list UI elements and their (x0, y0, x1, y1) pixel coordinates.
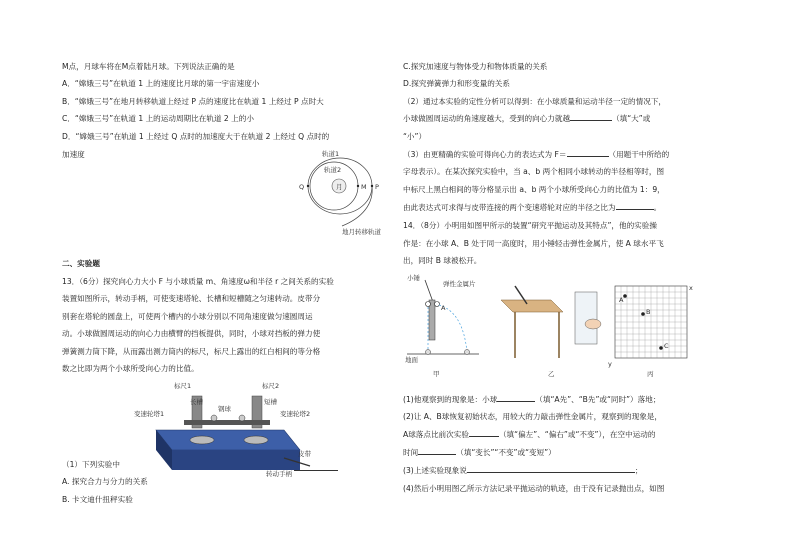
q14-4: (4)然后小明用图乙所示方法记录平抛运动的轨迹，由于没有记录抛出点，如图 (403, 484, 665, 493)
option-c: C．“嫦娥三号”在轨道 1 上的运动周期比在轨道 2 上的小 (62, 114, 254, 123)
q14-2-line2: A球落点比前次实验 （填“偏左”、“偏右”或“不变”），在空中运动的 (403, 427, 655, 443)
ball-a-icon (435, 302, 440, 307)
apparatus-figure (134, 378, 314, 478)
answer-blank[interactable] (418, 445, 456, 455)
belt-label: 皮带 (298, 450, 311, 458)
orbit1-label: 轨道1 (322, 150, 340, 158)
label-a: A (441, 304, 446, 312)
intro-line: M点，月球车将在M点着陆月球。下列说法正确的是 (62, 62, 235, 71)
slot-bar (184, 420, 270, 425)
q13-3-line2: 字母表示）。在某次探究实验中，当 a、b 两个相同小球转动的半径相等时，图 (403, 167, 665, 176)
p-label: P (375, 183, 379, 191)
hammer-icon (425, 280, 433, 302)
figure-yi (501, 286, 601, 378)
section-title: 二、实验题 (62, 259, 100, 268)
q14-2-line1: (2)让 A、B球恢复初始状态，用较大的力敲击弹性金属片，观察到的现象是， (403, 412, 662, 421)
base-top (156, 430, 300, 450)
q13-opt-d: D.探究弹簧弹力和形变量的关系 (403, 79, 510, 88)
option-d-cont: 加速度 (62, 150, 85, 159)
orbit2-label: 轨道2 (324, 166, 342, 174)
q13-sub1: （1）下列实验中 (62, 460, 120, 469)
q13-opt-c: C.探究加速度与物体受力和物体质量的关系 (403, 62, 548, 71)
q13-line-1: 13．（6分）探究向心力大小 F 与小球质量 m、角速度ω和半径 r 之间关系的实验 (62, 277, 334, 286)
caption-bing: 丙 (647, 370, 654, 378)
point-a (623, 294, 627, 298)
answer-blank[interactable] (616, 200, 654, 210)
q14-3: (3)上述实验现象说 ； (403, 463, 643, 479)
q13-3-line1: （3）由更精确的实验可得向心力的表达式为 F＝ （用题干中所给的 (403, 147, 669, 163)
q13-2-line1: （2）通过本实验的定性分析可以得到：在小球质量和运动半径一定的情况下， (403, 97, 667, 106)
ball-b-icon (426, 302, 431, 307)
moon-label: 月 (336, 183, 343, 191)
speed-pulley1-label: 变速轮塔1 (134, 410, 165, 418)
q13-2-line2: 小球做圆周运动的角速度越大，受到的向心力就越 （填“大”或 (403, 111, 650, 127)
p-point (371, 185, 373, 187)
option-d: D．“嫦娥三号”在轨道 1 上经过 Q 点时的加速度大于在轨道 2 上经过 Q 点时的 (62, 132, 330, 141)
q14-2-line3: 时间 （填“变长”“不变”或“变短”） (403, 445, 556, 461)
point-b (641, 312, 645, 316)
answer-blank[interactable] (469, 427, 499, 437)
ball-b-landing (426, 350, 431, 355)
answer-blank[interactable] (570, 111, 612, 121)
q-label: Q (299, 183, 305, 191)
q14-line1: 14．（8分）小明用如图甲所示的装置“研究平抛运动及其特点”，他的实验操 (403, 221, 657, 230)
q13-3-line3: 中标尺上黑白相间的等分格显示出 a、b 两个小球所受向心力的比值为 1：9， (403, 185, 665, 194)
ruler2-label: 标尺2 (262, 382, 280, 390)
label-x: x (689, 284, 693, 292)
steel-ball-label: 钢球 (218, 405, 231, 413)
short-slot-label: 短槽 (264, 398, 277, 406)
label-c: C (664, 342, 669, 350)
ruler1-label: 标尺1 (174, 382, 192, 390)
m-label: M (361, 183, 367, 191)
q14-line2: 作是：在小球 A、B 处于同一高度时，用小锤轻击弹性金属片，使 A 球水平飞 (403, 239, 664, 248)
caption-yi: 乙 (548, 370, 555, 378)
q14-1: (1)他观察到的现象是：小球 （填“A先”、“B先”或“同时”）落地； (403, 392, 660, 408)
answer-blank[interactable] (497, 392, 535, 402)
m-point (357, 185, 359, 187)
transfer-label: 地月转移轨道 (342, 228, 381, 236)
label-y: y (608, 360, 612, 368)
figure-bing (608, 284, 693, 378)
q13-line-6: 数之比即为两个小球所受向心力的比值。 (62, 364, 199, 373)
ground-label: 地面 (405, 356, 418, 364)
option-b: B．“嫦娥三号”在地月转移轨道上经过 P 点的速度比在轨道 1 上经过 P 点时大 (62, 97, 324, 106)
q13-line-2: 装置如图所示，转动手柄，可使变速塔轮、长槽和短槽随之匀速转动。皮带分 (62, 294, 321, 303)
answer-blank[interactable] (467, 463, 635, 473)
pulley-2-icon (244, 436, 268, 444)
answer-blank[interactable] (294, 461, 338, 471)
ball-icon (239, 415, 245, 421)
q13-line-5: 弹簧测力筒下降，从而露出测力筒内的标尺，标尺上露出的红白相间的等分格 (62, 347, 321, 356)
pulley-1-icon (190, 436, 214, 444)
caption-jia: 甲 (433, 370, 440, 378)
ball-icon (211, 415, 217, 421)
point-c (659, 346, 663, 350)
orbit-figure (282, 148, 382, 236)
answer-blank[interactable] (567, 147, 609, 157)
hammer-label: 小锤 (407, 274, 420, 282)
label-b: B (646, 308, 651, 316)
trajectory-a (439, 305, 467, 352)
q14-line3: 出，同时 B 球被松开。 (403, 256, 482, 265)
q13-2-line3: “小”） (403, 132, 427, 141)
table-top (501, 300, 563, 312)
base-front (172, 450, 300, 470)
option-a: A．“嫦娥三号”在轨道 1 上的速度比月球的第一宇宙速度小 (62, 79, 260, 88)
spring-label: 弹性金属片 (443, 280, 476, 288)
q13-line-4: 动。小球做圆周运动的向心力由横臂的挡板提供，同时，小球对挡板的弹力使 (62, 329, 321, 338)
q13-opt-a: A. 探究合力与分力的关系 (62, 477, 148, 486)
board-icon (575, 292, 597, 344)
q13-opt-b: B. 卡文迪什扭秤实验 (62, 495, 133, 504)
long-slot-label: 长槽 (190, 398, 203, 406)
q-point (307, 185, 309, 187)
figure-jia (405, 273, 479, 378)
handle-label: 转动手柄 (266, 470, 292, 478)
label-a: A (619, 296, 624, 304)
ball-a-landing (465, 350, 470, 355)
speed-pulley2-label: 变速轮塔2 (280, 410, 311, 418)
q14-figures (403, 272, 703, 384)
q13-line-3: 别套在塔轮的圆盘上，可使两个槽内的小球分别以不同角速度做匀速圆周运 (62, 312, 313, 321)
hand-icon (585, 319, 601, 329)
q13-3-line4: 由此表达式可求得与皮带连接的两个变速塔轮对应的半径之比为 。 (403, 200, 661, 216)
